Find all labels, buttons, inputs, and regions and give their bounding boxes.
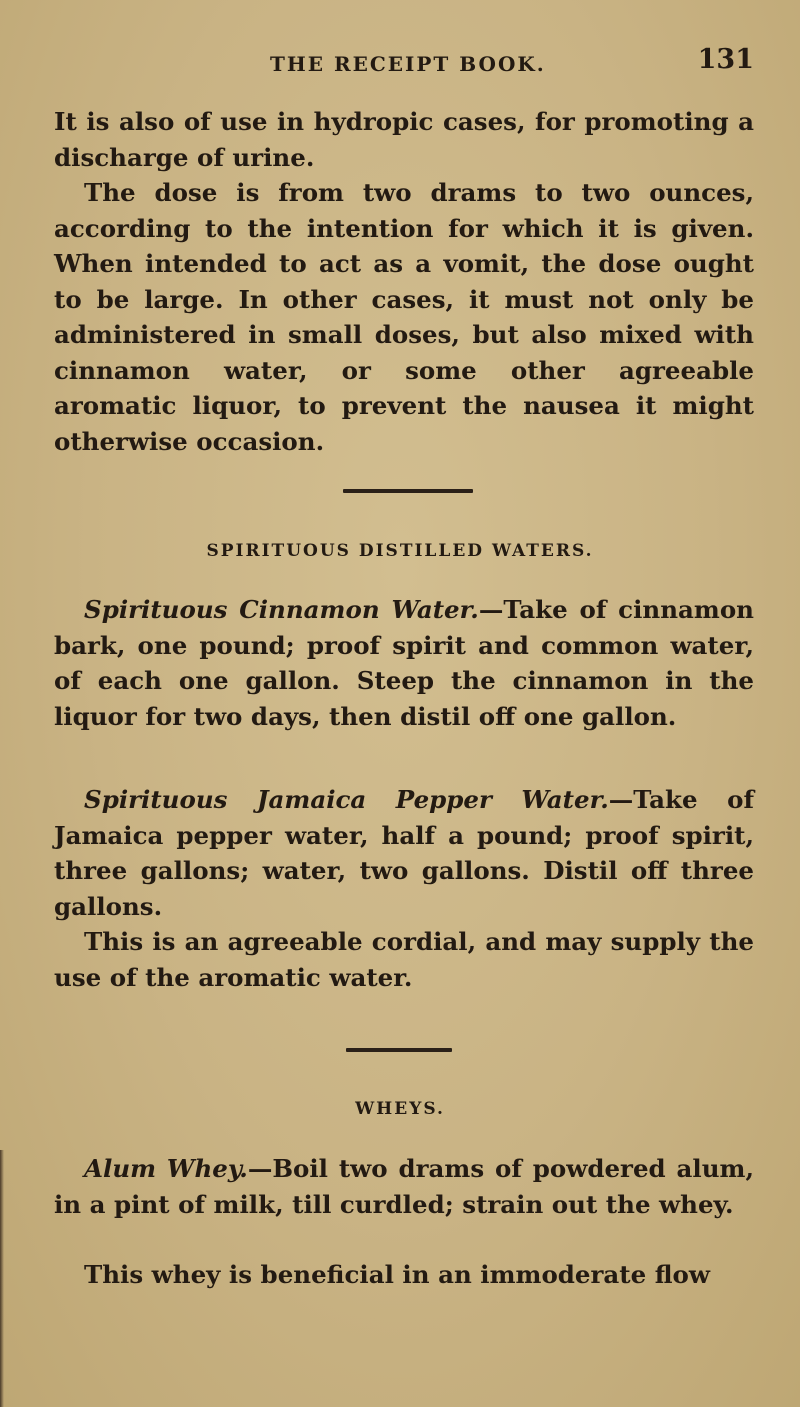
section-divider [346,1048,452,1052]
recipe-paragraph [54,1151,754,1222]
recipe-text: —Take of Jamaica pepper water, half a pound; proof spirit, three gallons; water, two gallons. Distil off three gallons. [54,785,754,921]
section-heading: WHEYS. [355,1099,445,1119]
recipe-title: Spirituous Jamaica Pepper Water. [84,785,609,814]
section-divider [343,489,473,493]
recipe-note: This is an agreeable cordial, and may supply the use of the aromatic water. [54,927,754,992]
recipe-text: —Boil two drams of powdered alum, in a pint of milk, till curdled; strain out the whey. [54,1154,754,1219]
recipe-paragraph [54,592,754,734]
intro-paragraph: It is also of use in hydropic cases, for promoting a discharge of urine. [54,107,754,172]
recipe-title: Alum Whey. [84,1154,248,1183]
recipe-text: —Take of cinnamon bark, one pound; proof spirit and common water, of each one gallon. Steep the cinnamon in the liquor for two days, then distil off one gallon. [54,595,754,731]
page-header [54,44,754,84]
page-number: 131 [697,44,754,75]
recipe-title: Spirituous Cinnamon Water. [84,595,479,624]
running-head: THE RECEIPT BOOK. [270,52,546,76]
recipe-note: This whey is beneficial in an immoderate flow [84,1260,710,1289]
page-edge-shadow [0,1150,4,1407]
recipe-paragraph [54,782,754,924]
section-heading: SPIRITUOUS DISTILLED WATERS. [206,541,594,561]
dose-paragraph: The dose is from two drams to two ounces, according to the intention for which it is given. When intended to act as a vomit, the dose ought to be large. In other cases, it must not only be administered in small doses, but also mixed with cinnamon water, or some other agreeable aromatic liquor, to prevent the nausea it might otherwise occasion. [54,178,754,456]
